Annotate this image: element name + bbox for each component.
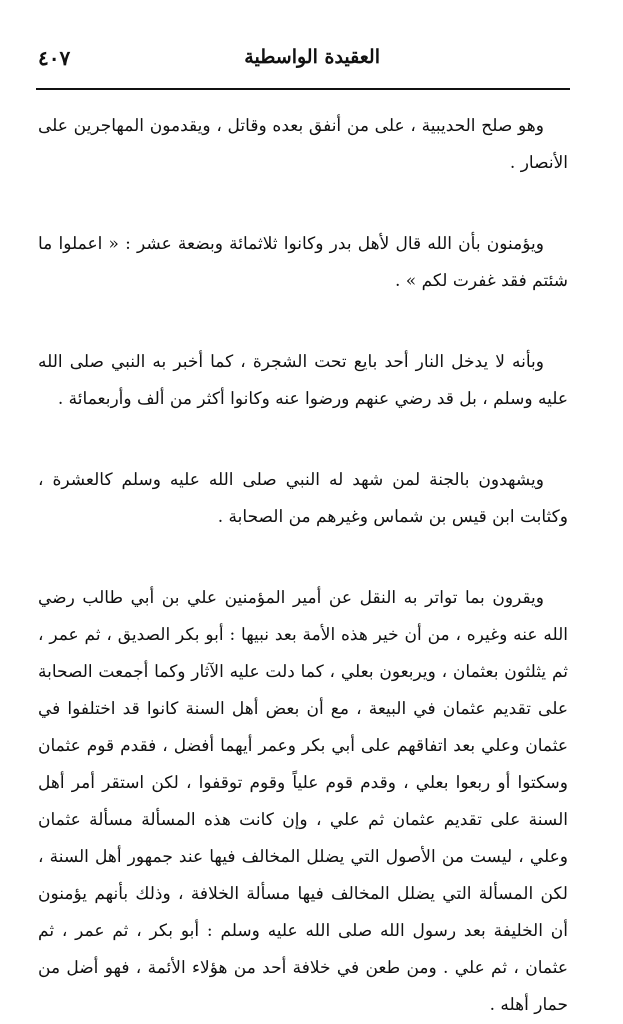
paragraph: وهو صلح الحديبية ، على من أنفق بعده وقاتل ، ويقدمون المهاجرين على الأنصار . — [38, 116, 568, 173]
running-title: العقيدة الواسطية — [244, 46, 380, 68]
paragraph: ويؤمنون بأن الله قال لأهل بدر وكانوا ثلاثمائة وبضعة عشر : « اعملوا ما شئتم فقد غفرت لكم » . — [38, 234, 568, 291]
page-header — [38, 40, 568, 80]
header-rule — [36, 88, 570, 90]
paragraph: ويشهدون بالجنة لمن شهد له النبي صلى الله عليه وسلم كالعشرة ، وكثابت ابن قيس بن شماس وغيرهم من الصحابة . — [38, 470, 568, 527]
paragraph: وبأنه لا يدخل النار أحد بايع تحت الشجرة ، كما أخبر به النبي صلى الله عليه وسلم ، بل قد رضي عنهم ورضوا عنه وكانوا أكثر من ألف وأربعمائة . — [38, 352, 568, 409]
page-number: ٤٠٧ — [38, 46, 71, 70]
body-text — [38, 108, 568, 1024]
paragraph: ويقرون بما تواتر به النقل عن أمير المؤمنين علي بن أبي طالب رضي الله عنه وغيره ، من أن خير هذه الأمة بعد نبيها : أبو بكر الصديق ، ثم عمر ، ثم يثلثون بعثمان ، ويربعون بعلي ، كما دلت عليه الآثار وكما أجمعت الصحابة على تقديم عثمان في البيعة ، مع أن بعض أهل السنة كانوا قد اختلفوا في عثمان وعلي بعد اتفاقهم على أبي بكر وعمر أيهما أفضل ، فقدم قوم عثمان وسكتوا أو ربعوا بعلي ، وقدم قوم علياً وقوم توقفوا ، لكن استقر أمر أهل السنة على تقديم عثمان ثم علي ، وإن كانت هذه المسألة مسألة عثمان وعلي ، ليست من الأصول التي يضلل المخالف فيها عند جمهور أهل السنة ، لكن المسألة التي يضلل المخالف فيها مسألة الخلافة ، وذلك بأنهم يؤمنون أن الخليفة بعد رسول الله صلى الله عليه وسلم : أبو بكر ، ثم عمر ، ثم عثمان ، ثم علي . ومن طعن في خلافة أحد من هؤلاء الأئمة ، فهو أضل من حمار أهله . — [38, 588, 568, 1015]
